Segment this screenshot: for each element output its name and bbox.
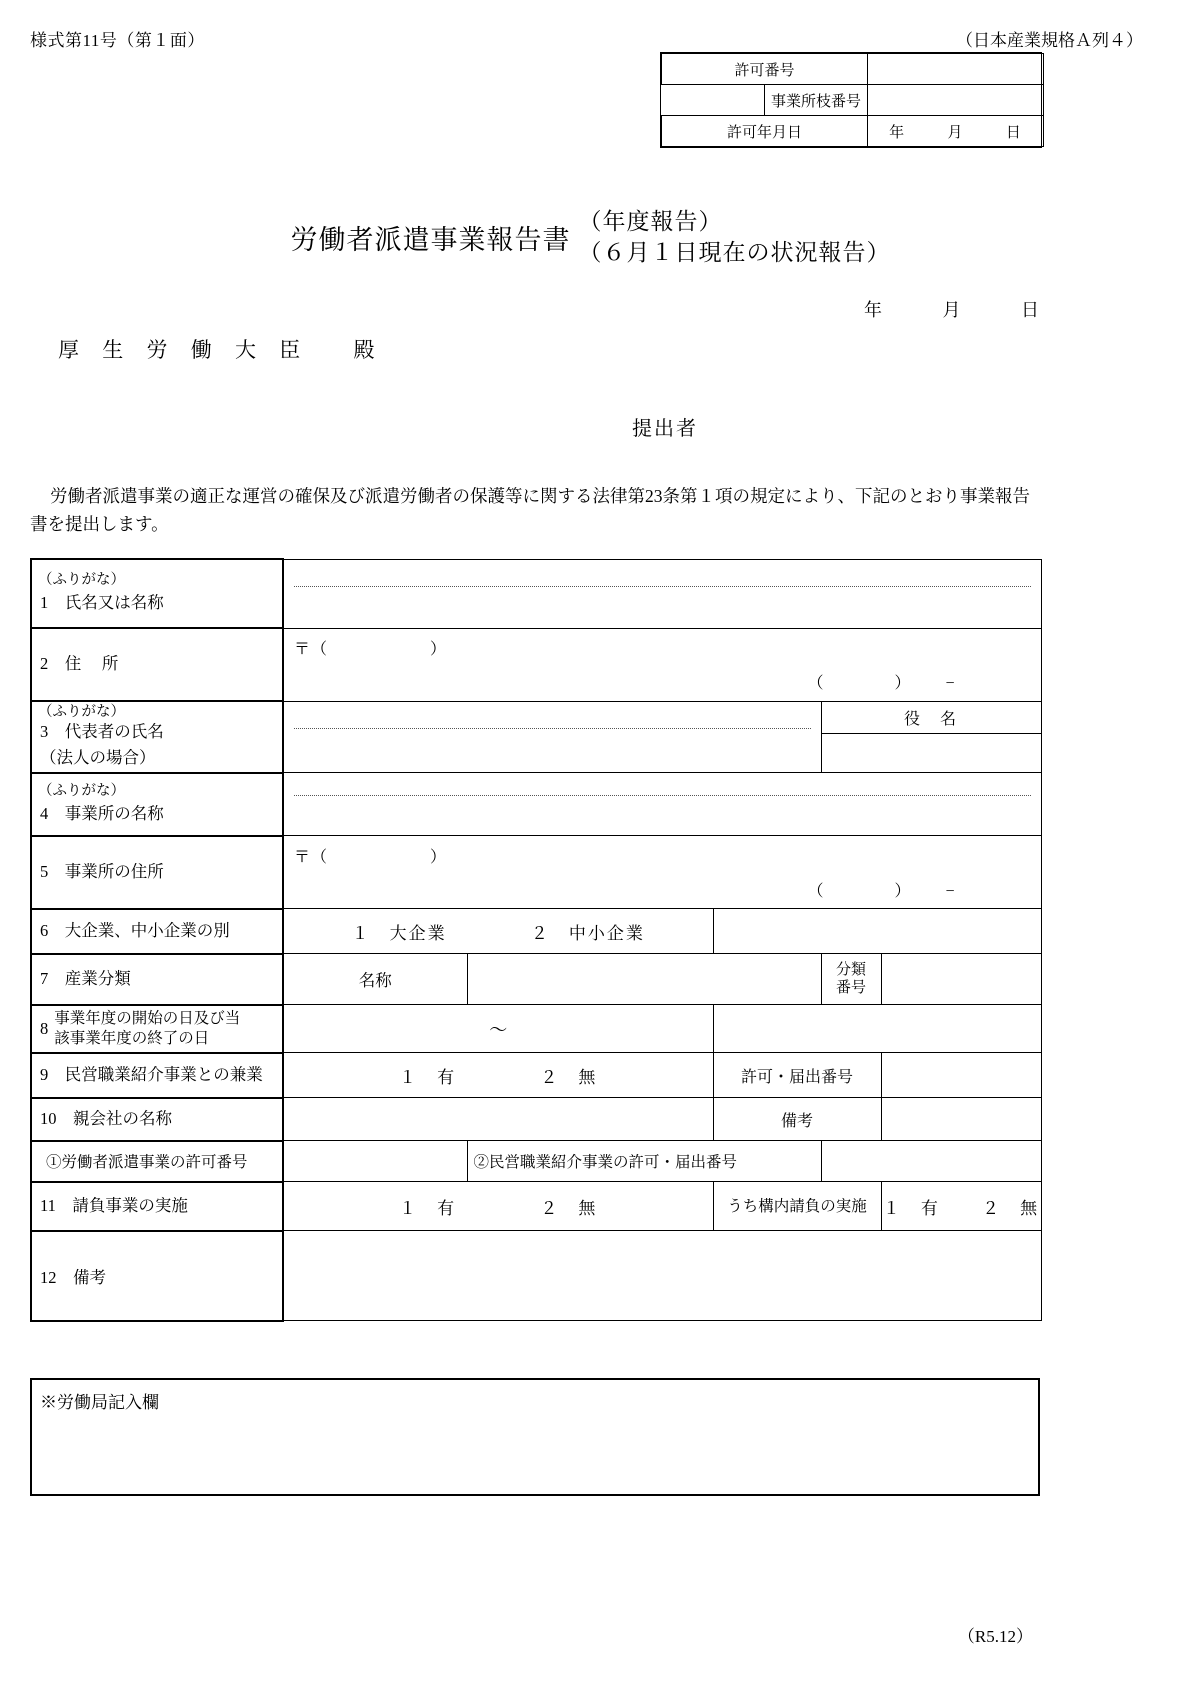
row11-label: 11 請負事業の実施 — [40, 1196, 188, 1216]
branch-number-label: 事業所枝番号 — [765, 85, 868, 116]
title-sub-line1: （年度報告） — [578, 209, 723, 234]
row7-code-label-b: 番号 — [835, 980, 866, 997]
bureau-entry-box[interactable] — [30, 1378, 1040, 1496]
row5-postal-mark: 〒（ ） — [294, 848, 448, 866]
row3-furigana-input[interactable] — [283, 701, 821, 734]
row12-label: 12 備考 — [40, 1267, 106, 1287]
row8-period-input[interactable] — [283, 1005, 713, 1053]
row4-furigana: （ふりがな） — [38, 782, 125, 799]
row2-label-cell — [31, 628, 283, 701]
addressee-line: 厚 生 労 働 大 臣 殿 — [58, 338, 384, 362]
row2-phone-open: （ — [807, 675, 825, 692]
row2-phone-close: ） — [894, 675, 912, 692]
branch-number-value[interactable] — [868, 85, 1044, 116]
row5-label: 5 事業所の住所 — [40, 862, 164, 882]
row8-label-b: 該事業年度の終了の日 — [54, 1029, 210, 1047]
row12-input[interactable] — [283, 1231, 1041, 1321]
row11-inner-choice-yes[interactable]: １ 有 — [882, 1198, 940, 1218]
row11-label-cell — [31, 1182, 283, 1231]
main-form-table — [30, 558, 1042, 1322]
permit-info-box — [660, 52, 1042, 148]
permit-number-value[interactable] — [868, 54, 1044, 85]
row8-label — [54, 1009, 240, 1049]
row3-furigana: （ふりがな） — [38, 704, 125, 720]
row2-postal-mark: 〒（ ） — [294, 641, 448, 658]
permit-date-value[interactable] — [868, 116, 1044, 147]
row10-sub1-label: ①労働者派遣事業の許可番号 — [46, 1154, 248, 1172]
row9-choice-yes[interactable]: １ 有 — [399, 1067, 457, 1087]
row1-label-cell — [31, 559, 283, 628]
row5-phone-line — [284, 878, 1041, 901]
legal-statement: 労働者派遣事業の適正な運営の確保及び派遣労働者の保護等に関する法律第23条第１項の規定により、下記のとおり事業報告書を提出します。 — [30, 486, 1030, 534]
row9-permit-input[interactable] — [881, 1053, 1041, 1098]
row7-code-label — [821, 954, 881, 1005]
row3-label-a: 3 代表者の氏名 — [40, 722, 164, 742]
row6-choices[interactable] — [283, 909, 713, 954]
row5-label-cell — [31, 836, 283, 909]
title-main-text: 労働者派遣事業報告書 — [290, 224, 571, 255]
row9-label: 9 民営職業紹介事業との兼業 — [40, 1065, 263, 1085]
permit-date-month: 月 — [947, 124, 964, 141]
row7-label: 7 産業分類 — [40, 969, 131, 989]
row2-phone-line — [284, 670, 1041, 693]
permit-date-label: 許可年月日 — [662, 116, 868, 147]
row6-choice-sme[interactable]: ２ 中小企業 — [530, 923, 645, 943]
row6-label: 6 大企業、中小企業の別 — [40, 921, 230, 941]
document-title — [0, 206, 1181, 268]
row3-label-b: （法人の場合） — [40, 747, 156, 767]
row11-inner-choices[interactable] — [881, 1182, 1041, 1231]
row4-name-input[interactable] — [283, 799, 1041, 836]
row10-sub1-input[interactable] — [283, 1141, 467, 1182]
row7-code-input[interactable] — [881, 954, 1041, 1005]
row2-address-input[interactable] — [283, 663, 1041, 702]
revision-footer: （R5.12） — [957, 1627, 1033, 1646]
row10-note-input[interactable] — [881, 1098, 1041, 1141]
row10-sub2-input[interactable] — [821, 1141, 1041, 1182]
row9-choices[interactable] — [283, 1053, 713, 1098]
row1-label: 1 氏名又は名称 — [40, 593, 164, 613]
row2-postal-input[interactable] — [283, 628, 1041, 663]
row3-label-cell — [31, 701, 283, 773]
row4-label-cell — [31, 773, 283, 836]
row1-name-input[interactable] — [283, 590, 1041, 629]
row4-label: 4 事業所の名称 — [40, 803, 164, 823]
permit-number-label: 許可番号 — [662, 54, 868, 85]
row12-label-cell — [31, 1231, 283, 1321]
permit-date-day: 日 — [1005, 124, 1022, 141]
row7-code-label-a: 分類 — [835, 962, 866, 979]
row7-name-label: 名称 — [283, 954, 467, 1005]
row5-phone-close: ） — [894, 882, 912, 900]
row10-name-input[interactable] — [283, 1098, 713, 1141]
row10-sub1-label-cell — [31, 1141, 283, 1182]
branch-indent — [662, 85, 765, 116]
row3-name-input[interactable] — [283, 734, 821, 773]
row8-tilde: 〜 — [489, 1019, 508, 1040]
row9-choice-no[interactable]: ２ 無 — [540, 1067, 598, 1087]
row4-furigana-input[interactable] — [283, 773, 1041, 800]
row9-label-cell — [31, 1053, 283, 1098]
row10-sub2-label: ②民営職業紹介事業の許可・届出番号 — [467, 1141, 821, 1182]
row9-permit-label: 許可・届出番号 — [713, 1053, 881, 1098]
title-subtitle — [579, 206, 891, 268]
row8-label-a: 事業年度の開始の日及び当 — [54, 1009, 241, 1027]
submitter-label: 提出者 — [632, 418, 698, 440]
row1-furigana: （ふりがな） — [38, 571, 125, 588]
row11-inner-choice-no[interactable]: ２ 無 — [982, 1198, 1040, 1218]
row6-free-cell[interactable] — [713, 909, 1041, 954]
row2-phone-dash: − — [945, 675, 956, 692]
row10-note-label: 備考 — [713, 1098, 881, 1141]
row2-label: 2 住 所 — [40, 654, 119, 674]
row7-label-cell — [31, 954, 283, 1005]
row5-phone-dash: − — [945, 882, 956, 900]
row8-free-cell[interactable] — [713, 1005, 1041, 1053]
row8-label-cell — [31, 1005, 283, 1053]
submission-date-line — [812, 296, 1041, 322]
row3-role-input[interactable] — [821, 734, 1041, 773]
row11-choices[interactable] — [283, 1182, 713, 1231]
row5-phone-open: （ — [807, 882, 825, 900]
row11-inner-label: うち構内請負の実施 — [713, 1182, 881, 1231]
row6-choice-large[interactable]: １ 大企業 — [351, 923, 447, 943]
title-sub-line2: （６月１日現在の状況報告） — [578, 240, 891, 266]
bureau-entry-label: ※労働局記入欄 — [40, 1393, 159, 1412]
permit-date-year: 年 — [889, 124, 906, 141]
submission-month: 月 — [942, 300, 963, 320]
paper-size-note: （日本産業規格Ａ列４） — [956, 31, 1143, 50]
row8-number: 8 — [40, 1018, 49, 1038]
form-number: 様式第11号（第１面） — [30, 31, 205, 50]
row11-choice-no[interactable]: ２ 無 — [540, 1198, 598, 1218]
row10-label: 10 親会社の名称 — [40, 1109, 172, 1129]
row6-label-cell — [31, 909, 283, 954]
row3-role-label: 役 名 — [821, 701, 1041, 734]
submission-year: 年 — [864, 300, 884, 320]
row7-name-input[interactable] — [467, 954, 821, 1005]
row5-postal-input[interactable] — [283, 836, 1041, 871]
submission-day: 日 — [1021, 300, 1041, 320]
row1-furigana-input[interactable] — [283, 559, 1041, 590]
row10-label-cell — [31, 1098, 283, 1141]
row11-choice-yes[interactable]: １ 有 — [399, 1198, 457, 1218]
row5-address-input[interactable] — [283, 870, 1041, 909]
